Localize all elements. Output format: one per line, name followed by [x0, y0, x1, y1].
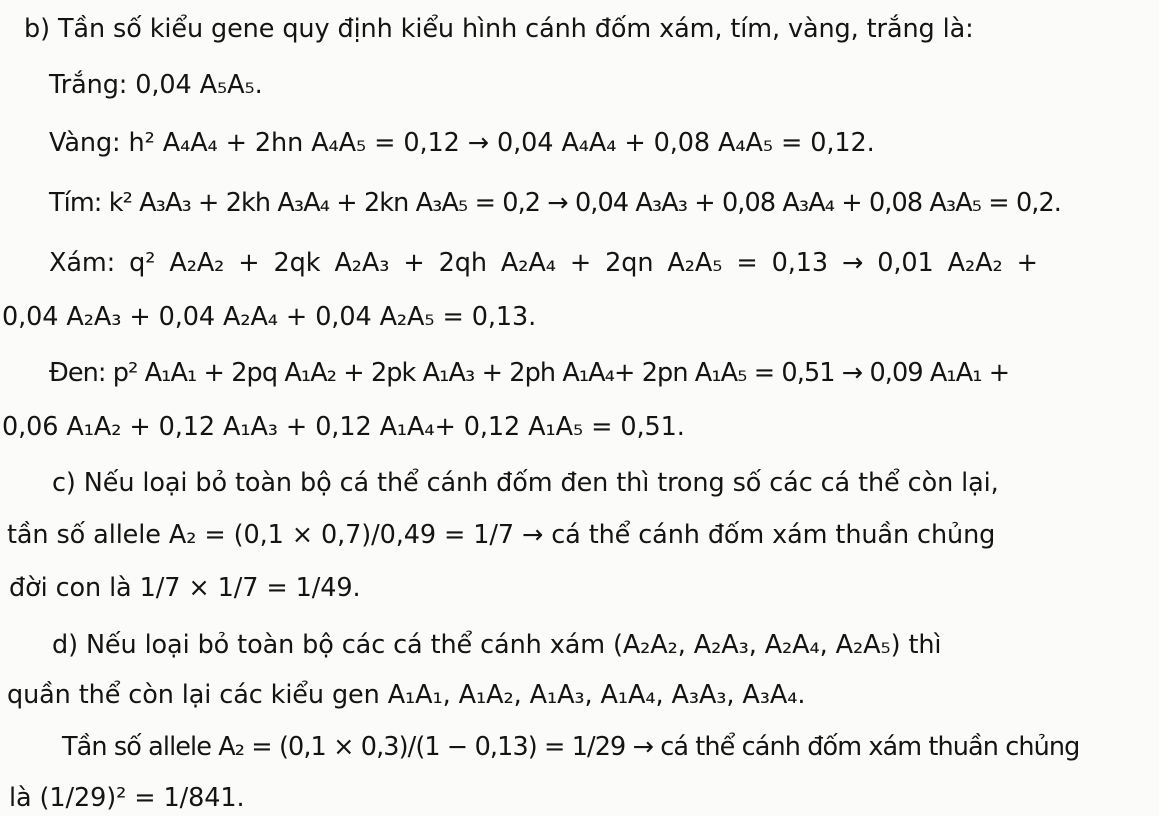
line-xam-2: 0,04 A₂A₃ + 0,04 A₂A₄ + 0,04 A₂A₅ = 0,13. — [2, 302, 537, 332]
section-d-line-1: d) Nếu loại bỏ toàn bộ các cá thể cánh xám (A₂A₂, A₂A₃, A₂A₄, A₂A₅) thì — [52, 630, 942, 660]
line-xam-1: Xám: q² A₂A₂ + 2qk A₂A₃ + 2qh A₂A₄ + 2qn A₂A₅ = 0,13 → 0,01 A₂A₂ + — [49, 248, 1038, 278]
section-d-line-3: Tần số allele A₂ = (0,1 × 0,3)/(1 − 0,13) = 1/29 → cá thể cánh đốm xám thuần chủng — [62, 732, 1080, 762]
line-den-1: Đen: p² A₁A₁ + 2pq A₁A₂ + 2pk A₁A₃ + 2ph A₁A₄+ 2pn A₁A₅ = 0,51 → 0,09 A₁A₁ + — [49, 358, 1010, 388]
section-c-line-1: c) Nếu loại bỏ toàn bộ cá thể cánh đốm đen thì trong số các cá thể còn lại, — [52, 468, 999, 498]
section-c-line-3: đời con là 1/7 × 1/7 = 1/49. — [9, 573, 361, 603]
line-vang: Vàng: h² A₄A₄ + 2hn A₄A₅ = 0,12 → 0,04 A₄A₄ + 0,08 A₄A₅ = 0,12. — [49, 128, 875, 158]
section-b-heading: b) Tần số kiểu gene quy định kiểu hình cánh đốm xám, tím, vàng, trắng là: — [24, 14, 974, 44]
line-tim: Tím: k² A₃A₃ + 2kh A₃A₄ + 2kn A₃A₅ = 0,2 → 0,04 A₃A₃ + 0,08 A₃A₄ + 0,08 A₃A₅ = 0,2. — [49, 188, 1062, 218]
section-d-line-2: quần thể còn lại các kiểu gen A₁A₁, A₁A₂, A₁A₃, A₁A₄, A₃A₃, A₃A₄. — [7, 680, 806, 710]
line-den-2: 0,06 A₁A₂ + 0,12 A₁A₃ + 0,12 A₁A₄+ 0,12 A₁A₅ = 0,51. — [2, 412, 685, 442]
line-trang: Trắng: 0,04 A₅A₅. — [49, 70, 263, 100]
section-c-line-2: tần số allele A₂ = (0,1 × 0,7)/0,49 = 1/7 → cá thể cánh đốm xám thuần chủng — [7, 520, 996, 550]
section-d-line-4: là (1/29)² = 1/841. — [9, 783, 245, 813]
